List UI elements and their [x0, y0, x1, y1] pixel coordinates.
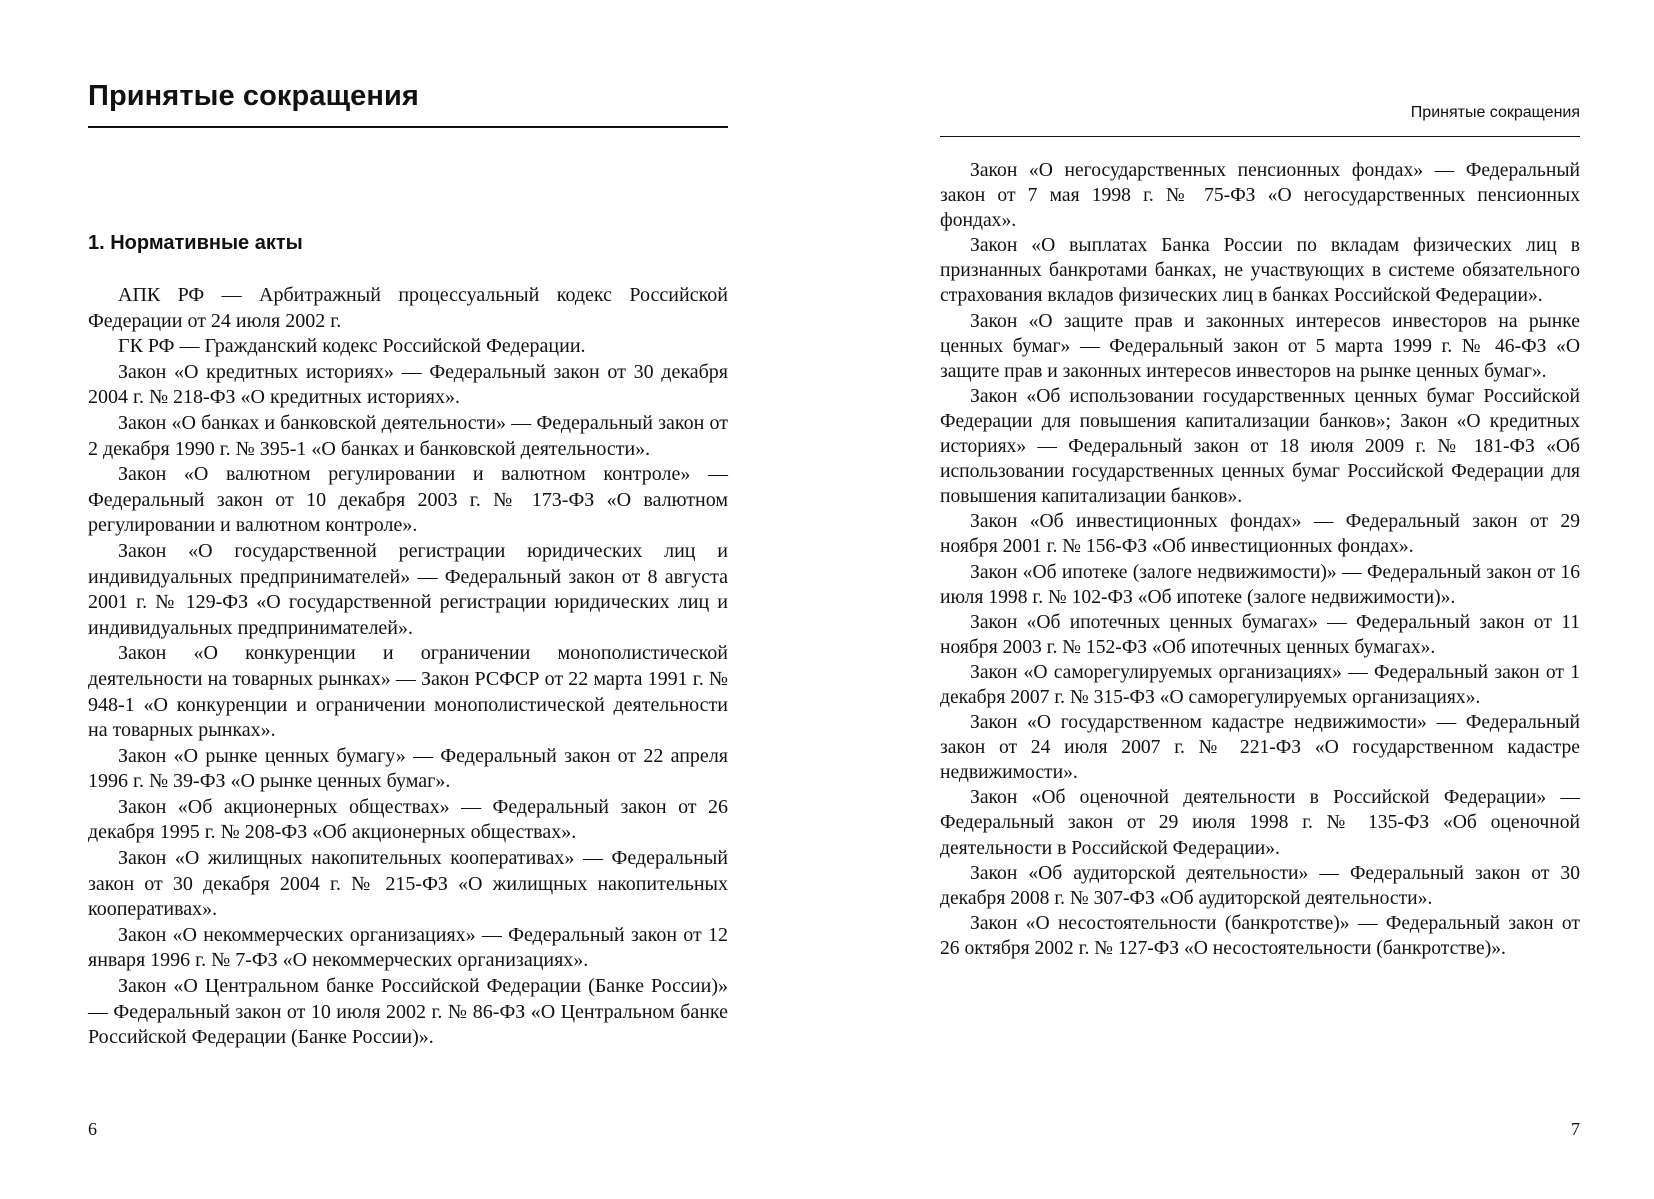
left-entries — [88, 283, 728, 1051]
abbreviation-entry: Закон «О саморегулируемых организациях» — Федеральный закон от 1 декабря 2007 г. № 315-ФЗ «О саморегулируемых организациях». — [940, 661, 1580, 708]
abbreviation-entry: Закон «О Центральном банке Российской Федерации (Банке России)» — Федеральный закон от 10 июля 2002 г. № 86-ФЗ «О Центральном банке Российской Федерации (Банке России)». — [88, 975, 728, 1049]
abbreviation-entry: Закон «О валютном регулировании и валютном контроле» — Федеральный закон от 10 декабря 2003 г. № 173-ФЗ «О валютном регулировании и валютном контроле». — [88, 463, 728, 537]
abbreviation-entry: Закон «Об инвестиционных фондах» — Федеральный закон от 29 ноября 2001 г. № 156-ФЗ «Об инвестиционных фондах». — [940, 511, 1580, 558]
abbreviation-entry: Закон «Об ипотечных ценных бумагах» — Федеральный закон от 11 ноября 2003 г. № 152-ФЗ «Об ипотечных ценных бумагах». — [940, 611, 1580, 658]
abbreviation-entry: ГК РФ — Гражданский кодекс Российской Федерации. — [118, 335, 586, 358]
abbreviation-entry: АПК РФ — Арбитражный процессуальный кодекс Российской Федерации от 24 июля 2002 г. — [88, 284, 728, 332]
abbreviation-entry: Закон «Об аудиторской деятельности» — Федеральный закон от 30 декабря 2008 г. № 307-ФЗ «Об аудиторской деятельности». — [940, 862, 1580, 909]
abbreviation-entry: Закон «О государственном кадастре недвижимости» — Федеральный закон от 24 июля 2007 г. № 221-ФЗ «О государственном кадастре недвижимости». — [940, 712, 1580, 784]
section-heading: 1. Нормативные акты — [88, 232, 303, 254]
abbreviation-entry: Закон «Об акционерных обществах» — Федеральный закон от 26 декабря 1995 г. № 208-ФЗ «Об акционерных обществах». — [88, 795, 728, 844]
abbreviation-entry: Закон «Об ипотеке (залоге недвижимости)» — Федеральный закон от 16 июля 1998 г. № 102-ФЗ «Об ипотеке (залоге недвижимости)». — [940, 561, 1580, 608]
header-rule — [940, 136, 1580, 137]
abbreviation-entry: Закон «О негосударственных пенсионных фондах» — Федеральный закон от 7 мая 1998 г. № 75-ФЗ «О негосударственных пенсионных фондах». — [940, 160, 1580, 232]
abbreviation-entry: Закон «О банках и банковской деятельности» — Федеральный закон от 2 декабря 1990 г. № 395-1 «О банках и банковской деятельности». — [88, 411, 728, 460]
abbreviation-entry: Закон «Об оценочной деятельности в Российской Федерации» — Федеральный закон от 29 июля 1998 г. № 135-ФЗ «Об оценочной деятельности в Российской Федерации». — [940, 787, 1580, 859]
abbreviation-entry: Закон «О несостоятельности (банкротстве)» — Федеральный закон от 26 октября 2002 г. № 127-ФЗ «О несостоятельности (банкротстве)». — [940, 912, 1580, 959]
abbreviation-entry: Закон «О рынке ценных бумагу» — Федеральный закон от 22 апреля 1996 г. № 39-ФЗ «О рынке ценных бумаг». — [88, 744, 728, 793]
title-rule — [88, 126, 728, 128]
abbreviation-entry: Закон «О государственной регистрации юридических лиц и индивидуальных предпринимателей» — Федеральный закон от 8 августа 2001 г. № 129-ФЗ «О государственной регистрации юридических лиц и индивидуальных предпринимателей». — [88, 539, 728, 639]
abbreviation-entry: Закон «О кредитных историях» — Федеральный закон от 30 декабря 2004 г. № 218-ФЗ «О кредитных историях». — [88, 360, 728, 409]
abbreviation-entry: Закон «О защите прав и законных интересов инвесторов на рынке ценных бумаг» — Федеральный закон от 5 марта 1999 г. № 46-ФЗ «О защите прав и законных интересов инвесторов на рынке ценных бумаг». — [940, 310, 1580, 382]
abbreviation-entry: Закон «О конкуренции и ограничении монополистической деятельности на товарных рынках» — Закон РСФСР от 22 марта 1991 г. № 948-1 «О конкуренции и ограничении монополистической деятельности на товарных рынках». — [88, 642, 728, 742]
chapter-title: Принятые сокращения — [88, 80, 419, 112]
running-header: Принятые сокращения — [1410, 104, 1580, 121]
abbreviation-entry: Закон «О некоммерческих организациях» — Федеральный закон от 12 января 1996 г. № 7-ФЗ «О некоммерческих организациях». — [88, 923, 728, 972]
left-page — [88, 0, 728, 1199]
abbreviation-entry: Закон «О выплатах Банка России по вкладам физических лиц в признанных банкротами банках, не участвующих в системе обязательного страхования вкладов физических лиц в банках Российской Федерации». — [940, 235, 1580, 307]
page-number: 6 — [88, 1119, 97, 1139]
right-entries — [940, 158, 1580, 961]
right-page — [940, 0, 1580, 1199]
abbreviation-entry: Закон «О жилищных накопительных кооперативах» — Федеральный закон от 30 декабря 2004 г. № 215-ФЗ «О жилищных накопительных кооперативах». — [88, 847, 728, 921]
page-number: 7 — [1571, 1119, 1580, 1139]
abbreviation-entry: Закон «Об использовании государственных ценных бумаг Российской Федерации для повышения капитализации банков»; Закон «О кредитных историях» — Федеральный закон от 18 июля 2009 г. № 181-ФЗ «Об использовании государственных ценных бумаг Российской Федерации для повышения капитализации банков». — [940, 385, 1580, 508]
